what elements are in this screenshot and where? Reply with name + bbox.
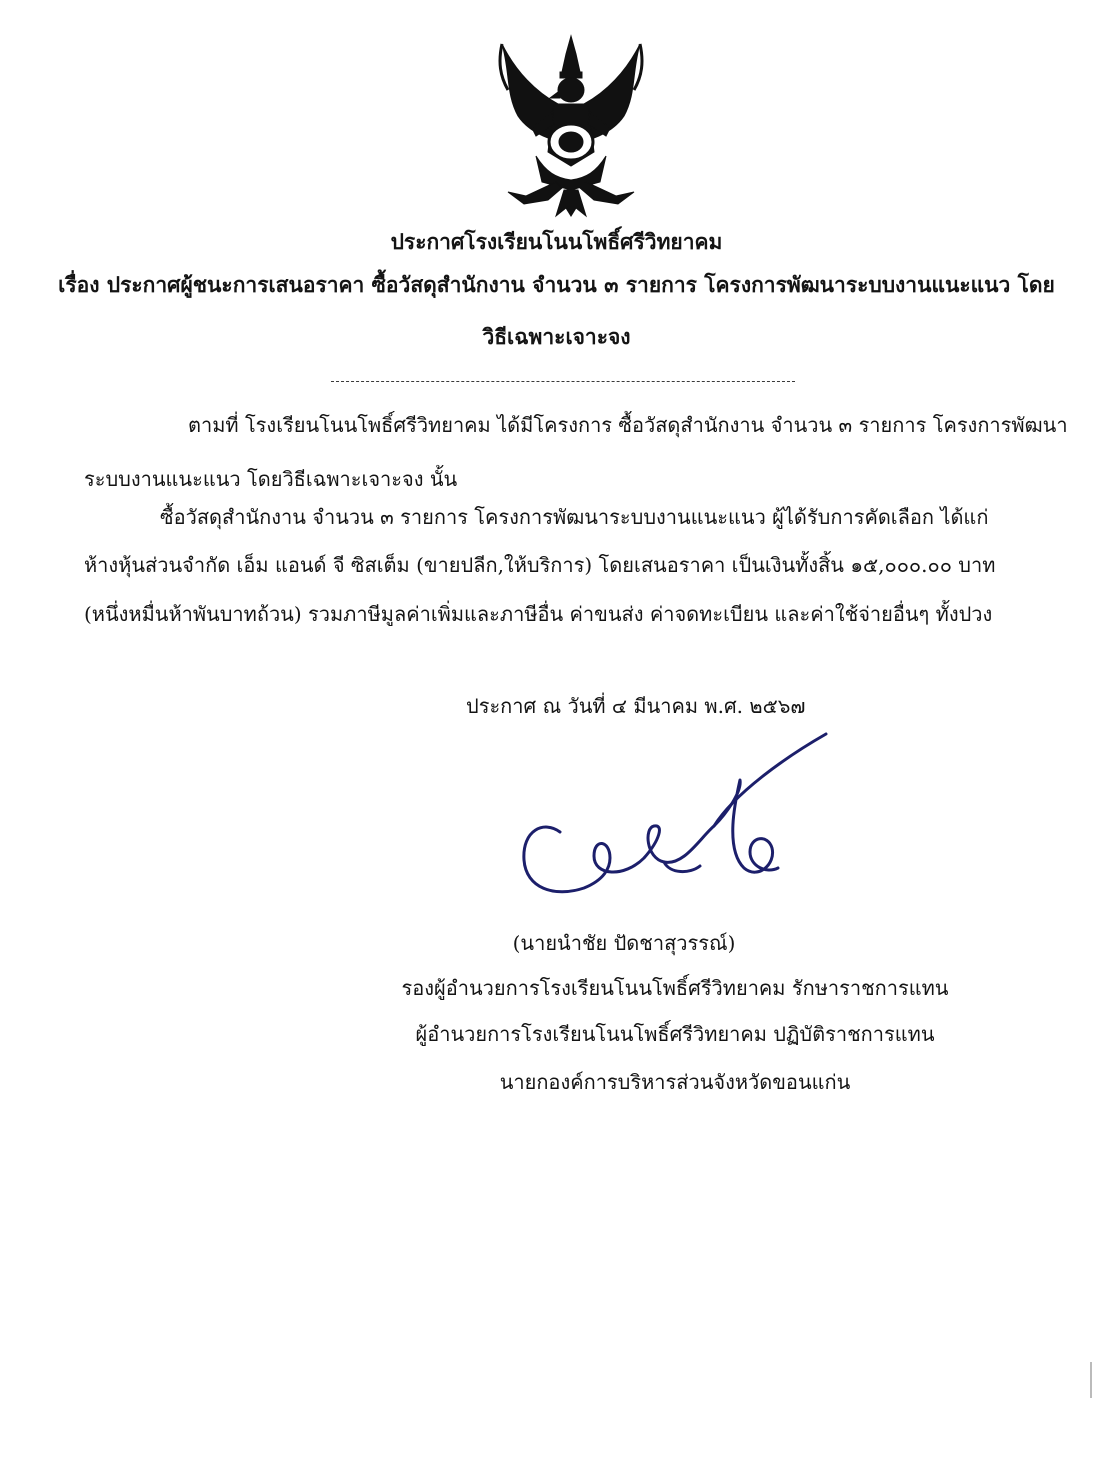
paragraph-2-line-3: (หนึ่งหมื่นห้าพันบาทถ้วน) รวมภาษีมูลค่าเพิ่มและภาษีอื่น ค่าขนส่ง ค่าจดทะเบียน และค่าใช้จ่ายอื่นๆ ทั้งปวง (84, 602, 993, 626)
signatory-position-3: นายกองค์การบริหารส่วนจังหวัดขอนแก่น (499, 1070, 851, 1094)
garuda-emblem-icon (496, 32, 646, 218)
announcement-date: ประกาศ ณ วันที่ ๔ มีนาคม พ.ศ. ๒๕๖๗ (466, 694, 806, 718)
announcement-title: ประกาศโรงเรียนโนนโพธิ์ศรีวิทยาคม (390, 229, 723, 254)
paragraph-2-line-2: ห้างหุ้นส่วนจำกัด เอ็ม แอนด์ จี ซิสเต็ม (ขายปลีก,ให้บริการ) โดยเสนอราคา เป็นเงินทั้งสิ้น ๑๕,๐๐๐.๐๐ บาท (84, 553, 996, 577)
paragraph-2-line-1: ซื้อวัสดุสำนักงาน จำนวน ๓ รายการ โครงการพัฒนาระบบงานแนะแนว ผู้ได้รับการคัดเลือก ได้แก่ (160, 505, 989, 529)
signatory-position-2: ผู้อำนวยการโรงเรียนโนนโพธิ์ศรีวิทยาคม ปฏิบัติราชการแทน (415, 1022, 935, 1046)
announcement-subject: เรื่อง ประกาศผู้ชนะการเสนอราคา ซื้อวัสดุสำนักงาน จำนวน ๓ รายการ โครงการพัฒนาระบบงานแนะแนว โดย (58, 272, 1055, 297)
signature-icon (514, 728, 854, 910)
signatory-position-1: รองผู้อำนวยการโรงเรียนโนนโพธิ์ศรีวิทยาคม รักษาราชการแทน (401, 976, 949, 1000)
margin-mark (1086, 1360, 1096, 1400)
title-divider (331, 381, 795, 382)
signatory-name: (นายนำชัย ปัดชาสุวรรณ์) (512, 931, 736, 955)
paragraph-1-line-1: ตามที่ โรงเรียนโนนโพธิ์ศรีวิทยาคม ได้มีโครงการ ซื้อวัสดุสำนักงาน จำนวน ๓ รายการ โครงการพัฒนา (188, 413, 1068, 437)
announcement-subject-continued: วิธีเฉพาะเจาะจง (482, 324, 631, 349)
paragraph-1-line-2: ระบบงานแนะแนว โดยวิธีเฉพาะเจาะจง นั้น (84, 467, 458, 491)
